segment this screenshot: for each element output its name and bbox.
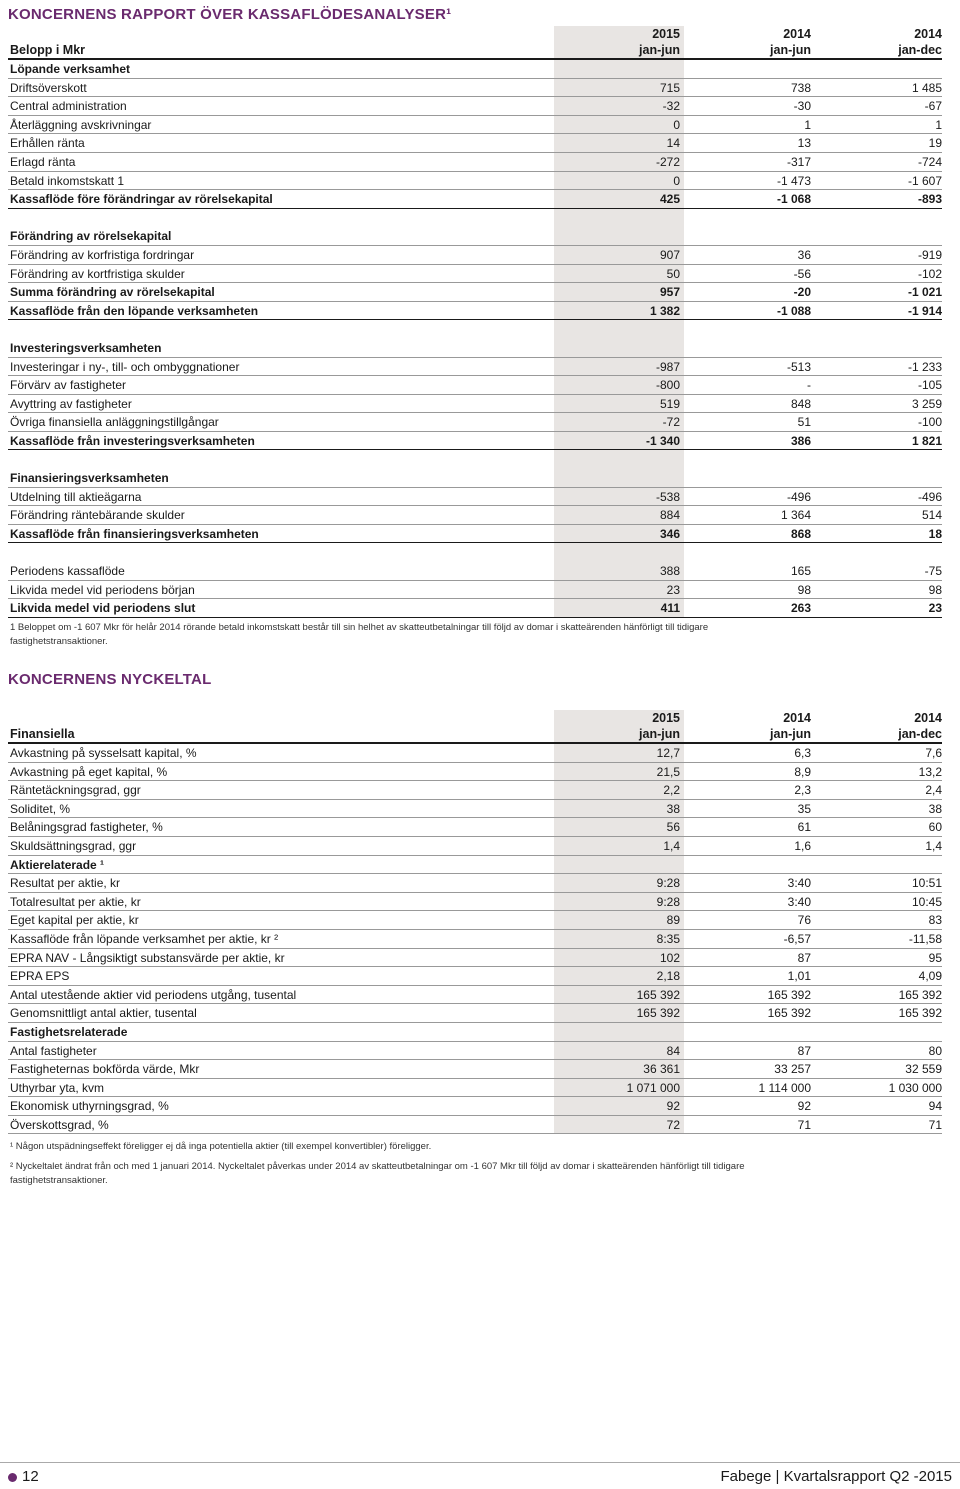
row-value-2: 3:40 (787, 894, 811, 909)
row-value-2: 61 (797, 820, 811, 835)
table-row (8, 562, 942, 581)
current-period-shade (554, 450, 684, 469)
current-period-shade (554, 227, 684, 245)
table-row (8, 949, 942, 968)
row-value-3: -1 021 (907, 285, 942, 300)
table-row (8, 172, 942, 191)
table-row (8, 469, 942, 488)
row-value-3: 3 259 (911, 396, 942, 411)
table-row (8, 432, 942, 451)
row-value-2: - (807, 378, 811, 393)
row-label: Driftsöverskott (10, 80, 87, 95)
row-value-3: 32 559 (905, 1062, 942, 1077)
current-period-shade (554, 320, 684, 339)
row-label: Förändring av kortfristiga skulder (10, 266, 185, 281)
row-value-1: 14 (666, 136, 680, 151)
row-label: Belåningsgrad fastigheter, % (10, 820, 163, 835)
row-value-3: 94 (928, 1099, 942, 1114)
current-period-shade (554, 60, 684, 78)
row-label: Kassaflöde från löpande verksamhet per aktie, kr ² (10, 931, 279, 946)
row-label: Erlagd ränta (10, 154, 76, 169)
footer-divider (0, 1462, 960, 1463)
row-value-1: 2,2 (663, 783, 680, 798)
row-value-1: -1 340 (645, 433, 680, 448)
row-label: Avkastning på sysselsatt kapital, % (10, 746, 197, 760)
row-value-3: 1 (935, 117, 942, 132)
keyfigures-footnote-2 (10, 1160, 745, 1188)
row-value-2: 1,01 (787, 969, 811, 984)
table-row (8, 1116, 942, 1135)
cashflow-title: KONCERNENS RAPPORT ÖVER KASSAFLÖDESANALYSER¹ (8, 6, 452, 23)
row-label: Likvida medel vid periodens slut (10, 601, 196, 616)
row-value-3: 2,4 (925, 783, 942, 798)
cashflow-header (8, 26, 942, 60)
row-value-2: 98 (797, 582, 811, 597)
header-label: Belopp i Mkr (10, 43, 86, 57)
header-col-3 (822, 710, 942, 742)
row-value-2: -513 (786, 359, 811, 374)
table-row (8, 265, 942, 284)
row-label: Genomsnittligt antal aktier, tusental (10, 1006, 197, 1021)
row-value-1: -800 (655, 378, 680, 393)
header-period: jan-dec (898, 43, 942, 57)
header-period: jan-jun (770, 727, 811, 741)
row-value-3: -893 (917, 192, 942, 207)
row-label: Erhållen ränta (10, 136, 85, 151)
row-value-1: 1,4 (663, 838, 680, 853)
row-value-1: 519 (659, 396, 680, 411)
header-period: jan-jun (639, 43, 680, 57)
row-label: Löpande verksamhet (10, 62, 131, 76)
header-year: 2014 (783, 27, 811, 41)
row-label: Antal utestående aktier vid periodens utgång, tusental (10, 987, 297, 1002)
row-value-3: 514 (921, 508, 942, 523)
keyfigures-rows (8, 744, 942, 1134)
row-value-1: -538 (655, 489, 680, 504)
current-period-shade (554, 339, 684, 357)
cashflow-footnote (10, 621, 708, 649)
row-label: Aktierelaterade ¹ (10, 857, 105, 872)
row-label: Förvärv av fastigheter (10, 378, 127, 393)
row-value-1: 165 392 (636, 1006, 680, 1021)
row-value-2: 386 (790, 433, 811, 448)
row-label: Förändring av rörelsekapital (10, 229, 172, 244)
row-value-3: -1 607 (907, 173, 942, 188)
row-value-2: 868 (790, 526, 811, 541)
row-value-1: 23 (666, 582, 680, 597)
row-value-1: 12,7 (656, 746, 680, 760)
row-value-1: 411 (660, 601, 680, 616)
row-value-1: 1 071 000 (626, 1080, 680, 1095)
table-row (8, 1079, 942, 1098)
table-row (8, 79, 942, 98)
header-year: 2015 (652, 711, 680, 725)
row-label: Fastigheternas bokförda värde, Mkr (10, 1062, 200, 1077)
footnote-text: ² Nyckeltalet ändrat från och med 1 januari 2014. Nyckeltalet påverkas under 2014 av skatteutbetalningar om -1 607 Mkr till följd av domar i skatteärenden hänförligt till tidigare (10, 1161, 745, 1172)
row-label: Betald inkomstskatt 1 (10, 173, 125, 188)
row-value-2: 87 (797, 950, 811, 965)
header-col-3 (822, 26, 942, 58)
current-period-shade (554, 469, 684, 487)
header-period: jan-dec (898, 727, 942, 741)
row-value-1: 715 (659, 80, 680, 95)
row-value-3: 95 (928, 950, 942, 965)
row-value-1: -272 (655, 154, 680, 169)
table-row (8, 800, 942, 819)
row-value-1: 1 382 (649, 303, 680, 318)
row-label: Kassaflöde från finansieringsverksamheten (10, 526, 259, 541)
row-value-2: 1 (804, 117, 811, 132)
current-period-shade (554, 209, 684, 228)
row-label: Överskottsgrad, % (10, 1117, 109, 1132)
row-value-2: -1 088 (776, 303, 811, 318)
row-value-2: -317 (786, 154, 811, 169)
row-value-2: 1 114 000 (758, 1080, 811, 1095)
row-label: Finansieringsverksamheten (10, 471, 169, 486)
row-value-1: 102 (659, 950, 680, 965)
row-value-2: 8,9 (794, 764, 811, 779)
row-value-1: 8:35 (656, 931, 680, 946)
row-value-1: 425 (659, 192, 680, 207)
row-value-1: 0 (673, 117, 680, 132)
row-value-3: -11,58 (908, 931, 942, 946)
row-value-2: 33 257 (774, 1062, 811, 1077)
row-value-2: -20 (793, 285, 811, 300)
header-col-2 (691, 26, 811, 58)
row-value-3: -105 (917, 378, 942, 393)
table-row (8, 781, 942, 800)
row-value-3: 13,2 (918, 764, 942, 779)
header-year: 2015 (652, 27, 680, 41)
row-value-1: 907 (659, 247, 680, 262)
table-row (8, 1023, 942, 1042)
table-row (8, 818, 942, 837)
row-value-3: 4,09 (918, 969, 942, 984)
row-value-2: 92 (797, 1099, 811, 1114)
row-value-2: 36 (797, 247, 811, 262)
row-value-1: 72 (666, 1117, 680, 1132)
row-value-2: 1 364 (780, 508, 811, 523)
row-value-3: 83 (928, 913, 942, 928)
table-row (8, 246, 942, 265)
current-period-shade (554, 1023, 684, 1041)
row-value-1: 89 (666, 913, 680, 928)
row-value-3: 18 (928, 526, 942, 541)
table-row (8, 209, 942, 228)
keyfigures-header (8, 710, 942, 744)
table-row (8, 227, 942, 246)
row-value-2: 165 392 (767, 1006, 811, 1021)
row-value-1: 9:28 (656, 876, 680, 891)
row-label: Utdelning till aktieägarna (10, 489, 142, 504)
row-value-1: 2,18 (656, 969, 680, 984)
row-label: Eget kapital per aktie, kr (10, 913, 139, 928)
row-label: Investeringsverksamheten (10, 340, 162, 355)
row-value-3: 165 392 (898, 987, 942, 1002)
row-value-1: 884 (659, 508, 680, 523)
table-row (8, 283, 942, 302)
row-value-3: 80 (928, 1043, 942, 1058)
table-row (8, 543, 942, 562)
row-value-1: -32 (662, 99, 680, 114)
table-row (8, 376, 942, 395)
table-row (8, 413, 942, 432)
row-value-1: 56 (666, 820, 680, 835)
row-value-3: -496 (917, 489, 942, 504)
header-year: 2014 (914, 27, 942, 41)
row-value-3: 165 392 (898, 1006, 942, 1021)
row-value-3: 38 (928, 801, 942, 816)
cashflow-table (8, 26, 942, 618)
row-value-1: 388 (659, 564, 680, 579)
row-value-1: 50 (666, 266, 680, 281)
row-value-2: 71 (797, 1117, 811, 1132)
page-number: 12 (22, 1468, 39, 1485)
row-value-1: 21,5 (656, 764, 680, 779)
current-period-shade (554, 543, 684, 562)
table-row (8, 1042, 942, 1061)
table-row (8, 320, 942, 339)
table-row (8, 153, 942, 172)
row-value-1: 0 (673, 173, 680, 188)
table-row (8, 930, 942, 949)
header-period: jan-jun (770, 43, 811, 57)
row-value-3: 1 030 000 (888, 1080, 942, 1095)
table-row (8, 339, 942, 358)
table-row (8, 1097, 942, 1116)
row-value-3: 98 (928, 582, 942, 597)
row-label: EPRA EPS (10, 969, 70, 984)
row-value-1: 36 361 (643, 1062, 680, 1077)
table-row (8, 874, 942, 893)
row-value-2: -1 473 (776, 173, 811, 188)
table-row (8, 911, 942, 930)
row-value-3: -67 (924, 99, 942, 114)
row-label: Kassaflöde från den löpande verksamheten (10, 303, 259, 318)
row-value-3: -724 (917, 154, 942, 169)
row-value-3: 10:51 (911, 876, 942, 891)
row-value-1: 84 (666, 1043, 680, 1058)
row-value-3: -102 (917, 266, 942, 281)
table-row (8, 581, 942, 600)
table-row (8, 525, 942, 544)
row-value-3: 7,6 (925, 746, 942, 760)
table-row (8, 116, 942, 135)
row-value-3: 60 (928, 820, 942, 835)
row-label: Periodens kassaflöde (10, 564, 125, 579)
row-value-1: -72 (662, 415, 680, 430)
row-label: Central administration (10, 99, 127, 114)
row-label: Avkastning på eget kapital, % (10, 764, 168, 779)
table-row (8, 893, 942, 912)
header-col-1 (560, 710, 680, 742)
row-value-2: 848 (790, 396, 811, 411)
row-value-2: 6,3 (794, 746, 811, 760)
row-label: Kassaflöde före förändringar av rörelsekapital (10, 192, 273, 207)
header-period: jan-jun (639, 727, 680, 741)
row-value-2: 2,3 (794, 783, 811, 798)
row-label: Återläggning avskrivningar (10, 117, 152, 132)
keyfigures-table (8, 710, 942, 1134)
keyfigures-title: KONCERNENS NYCKELTAL (8, 671, 212, 688)
row-value-2: 35 (797, 801, 811, 816)
row-value-3: -919 (917, 247, 942, 262)
table-row (8, 967, 942, 986)
table-row (8, 837, 942, 856)
header-col-1 (560, 26, 680, 58)
row-value-2: 263 (790, 601, 811, 616)
row-label: Förändring av korfristiga fordringar (10, 247, 195, 262)
table-row (8, 1004, 942, 1023)
row-value-2: -496 (786, 489, 811, 504)
table-row (8, 763, 942, 782)
row-value-3: -100 (917, 415, 942, 430)
row-value-2: 738 (790, 80, 811, 95)
header-year: 2014 (783, 711, 811, 725)
row-label: Likvida medel vid periodens början (10, 582, 195, 597)
table-row (8, 599, 942, 618)
row-value-3: -1 233 (907, 359, 942, 374)
row-value-3: 1 485 (911, 80, 942, 95)
row-value-2: 165 (790, 564, 811, 579)
row-value-2: -56 (793, 266, 811, 281)
table-row (8, 358, 942, 377)
row-value-3: -75 (924, 564, 942, 579)
table-row (8, 395, 942, 414)
row-value-2: 13 (797, 136, 811, 151)
row-value-2: -30 (793, 99, 811, 114)
row-value-2: 165 392 (767, 987, 811, 1002)
row-value-1: -987 (655, 359, 680, 374)
row-label: Totalresultat per aktie, kr (10, 894, 141, 909)
table-row (8, 488, 942, 507)
current-period-shade (554, 856, 684, 874)
row-value-1: 165 392 (636, 987, 680, 1002)
row-label: Antal fastigheter (10, 1043, 97, 1058)
row-value-2: -6,57 (783, 931, 811, 946)
row-label: Summa förändring av rörelsekapital (10, 285, 215, 300)
row-label: Förändring räntebärande skulder (10, 508, 185, 523)
row-label: Skuldsättningsgrad, ggr (10, 838, 137, 853)
row-value-3: 19 (928, 136, 942, 151)
footnote-text-cont: fastighetstransaktioner. (10, 1175, 108, 1186)
table-row (8, 744, 942, 763)
header-label: Finansiella (10, 727, 75, 741)
footnote-text: 1 Beloppet om -1 607 Mkr för helår 2014 rörande betald inkomstskatt består till sin helhet av skatteutbetalningar till följd av domar i skatteärenden hänförligt till tidigare (10, 622, 709, 633)
table-row (8, 97, 942, 116)
table-row (8, 986, 942, 1005)
page-bullet-icon (8, 1473, 17, 1482)
row-value-1: 957 (659, 285, 680, 300)
row-label: Resultat per aktie, kr (10, 876, 121, 891)
row-value-1: 92 (666, 1099, 680, 1114)
row-label: Kassaflöde från investeringsverksamheten (10, 433, 255, 448)
table-row (8, 1060, 942, 1079)
table-row (8, 506, 942, 525)
row-value-3: 23 (928, 601, 942, 616)
row-value-3: 10:45 (911, 894, 942, 909)
header-col-2 (691, 710, 811, 742)
table-row (8, 134, 942, 153)
table-row (8, 190, 942, 209)
footnote-text-cont: fastighetstransaktioner. (10, 636, 108, 647)
cashflow-rows (8, 60, 942, 618)
row-value-2: 76 (797, 913, 811, 928)
keyfigures-footnote-1: ¹ Någon utspädningseffekt föreligger ej då inga potentiella aktier (till exempel konvertibler) föreligger. (10, 1141, 432, 1152)
table-row (8, 60, 942, 79)
row-value-1: 346 (659, 526, 680, 541)
row-label: EPRA NAV - Långsiktigt substansvärde per aktie, kr (10, 950, 285, 965)
row-label: Investeringar i ny-, till- och ombyggnationer (10, 359, 240, 374)
table-row (8, 450, 942, 469)
row-label: Ekonomisk uthyrningsgrad, % (10, 1099, 169, 1114)
row-label: Räntetäckningsgrad, ggr (10, 783, 141, 798)
header-year: 2014 (914, 711, 942, 725)
report-brand: Fabege | Kvartalsrapport Q2 -2015 (720, 1468, 952, 1485)
row-value-2: -1 068 (776, 192, 811, 207)
row-label: Avyttring av fastigheter (10, 396, 132, 411)
row-value-2: 1,6 (794, 838, 811, 853)
row-label: Soliditet, % (10, 801, 71, 816)
row-value-3: 1,4 (925, 838, 942, 853)
row-label: Övriga finansiella anläggningstillgångar (10, 415, 219, 430)
row-value-2: 51 (797, 415, 811, 430)
table-row (8, 302, 942, 321)
row-value-3: 1 821 (911, 433, 942, 448)
row-value-2: 87 (797, 1043, 811, 1058)
table-row (8, 856, 942, 875)
row-value-3: -1 914 (907, 303, 942, 318)
row-label: Fastighetsrelaterade (10, 1024, 128, 1039)
row-value-3: 71 (928, 1117, 942, 1132)
row-value-1: 9:28 (656, 894, 680, 909)
row-value-1: 38 (666, 801, 680, 816)
row-value-2: 3:40 (787, 876, 811, 891)
row-label: Uthyrbar yta, kvm (10, 1080, 105, 1095)
